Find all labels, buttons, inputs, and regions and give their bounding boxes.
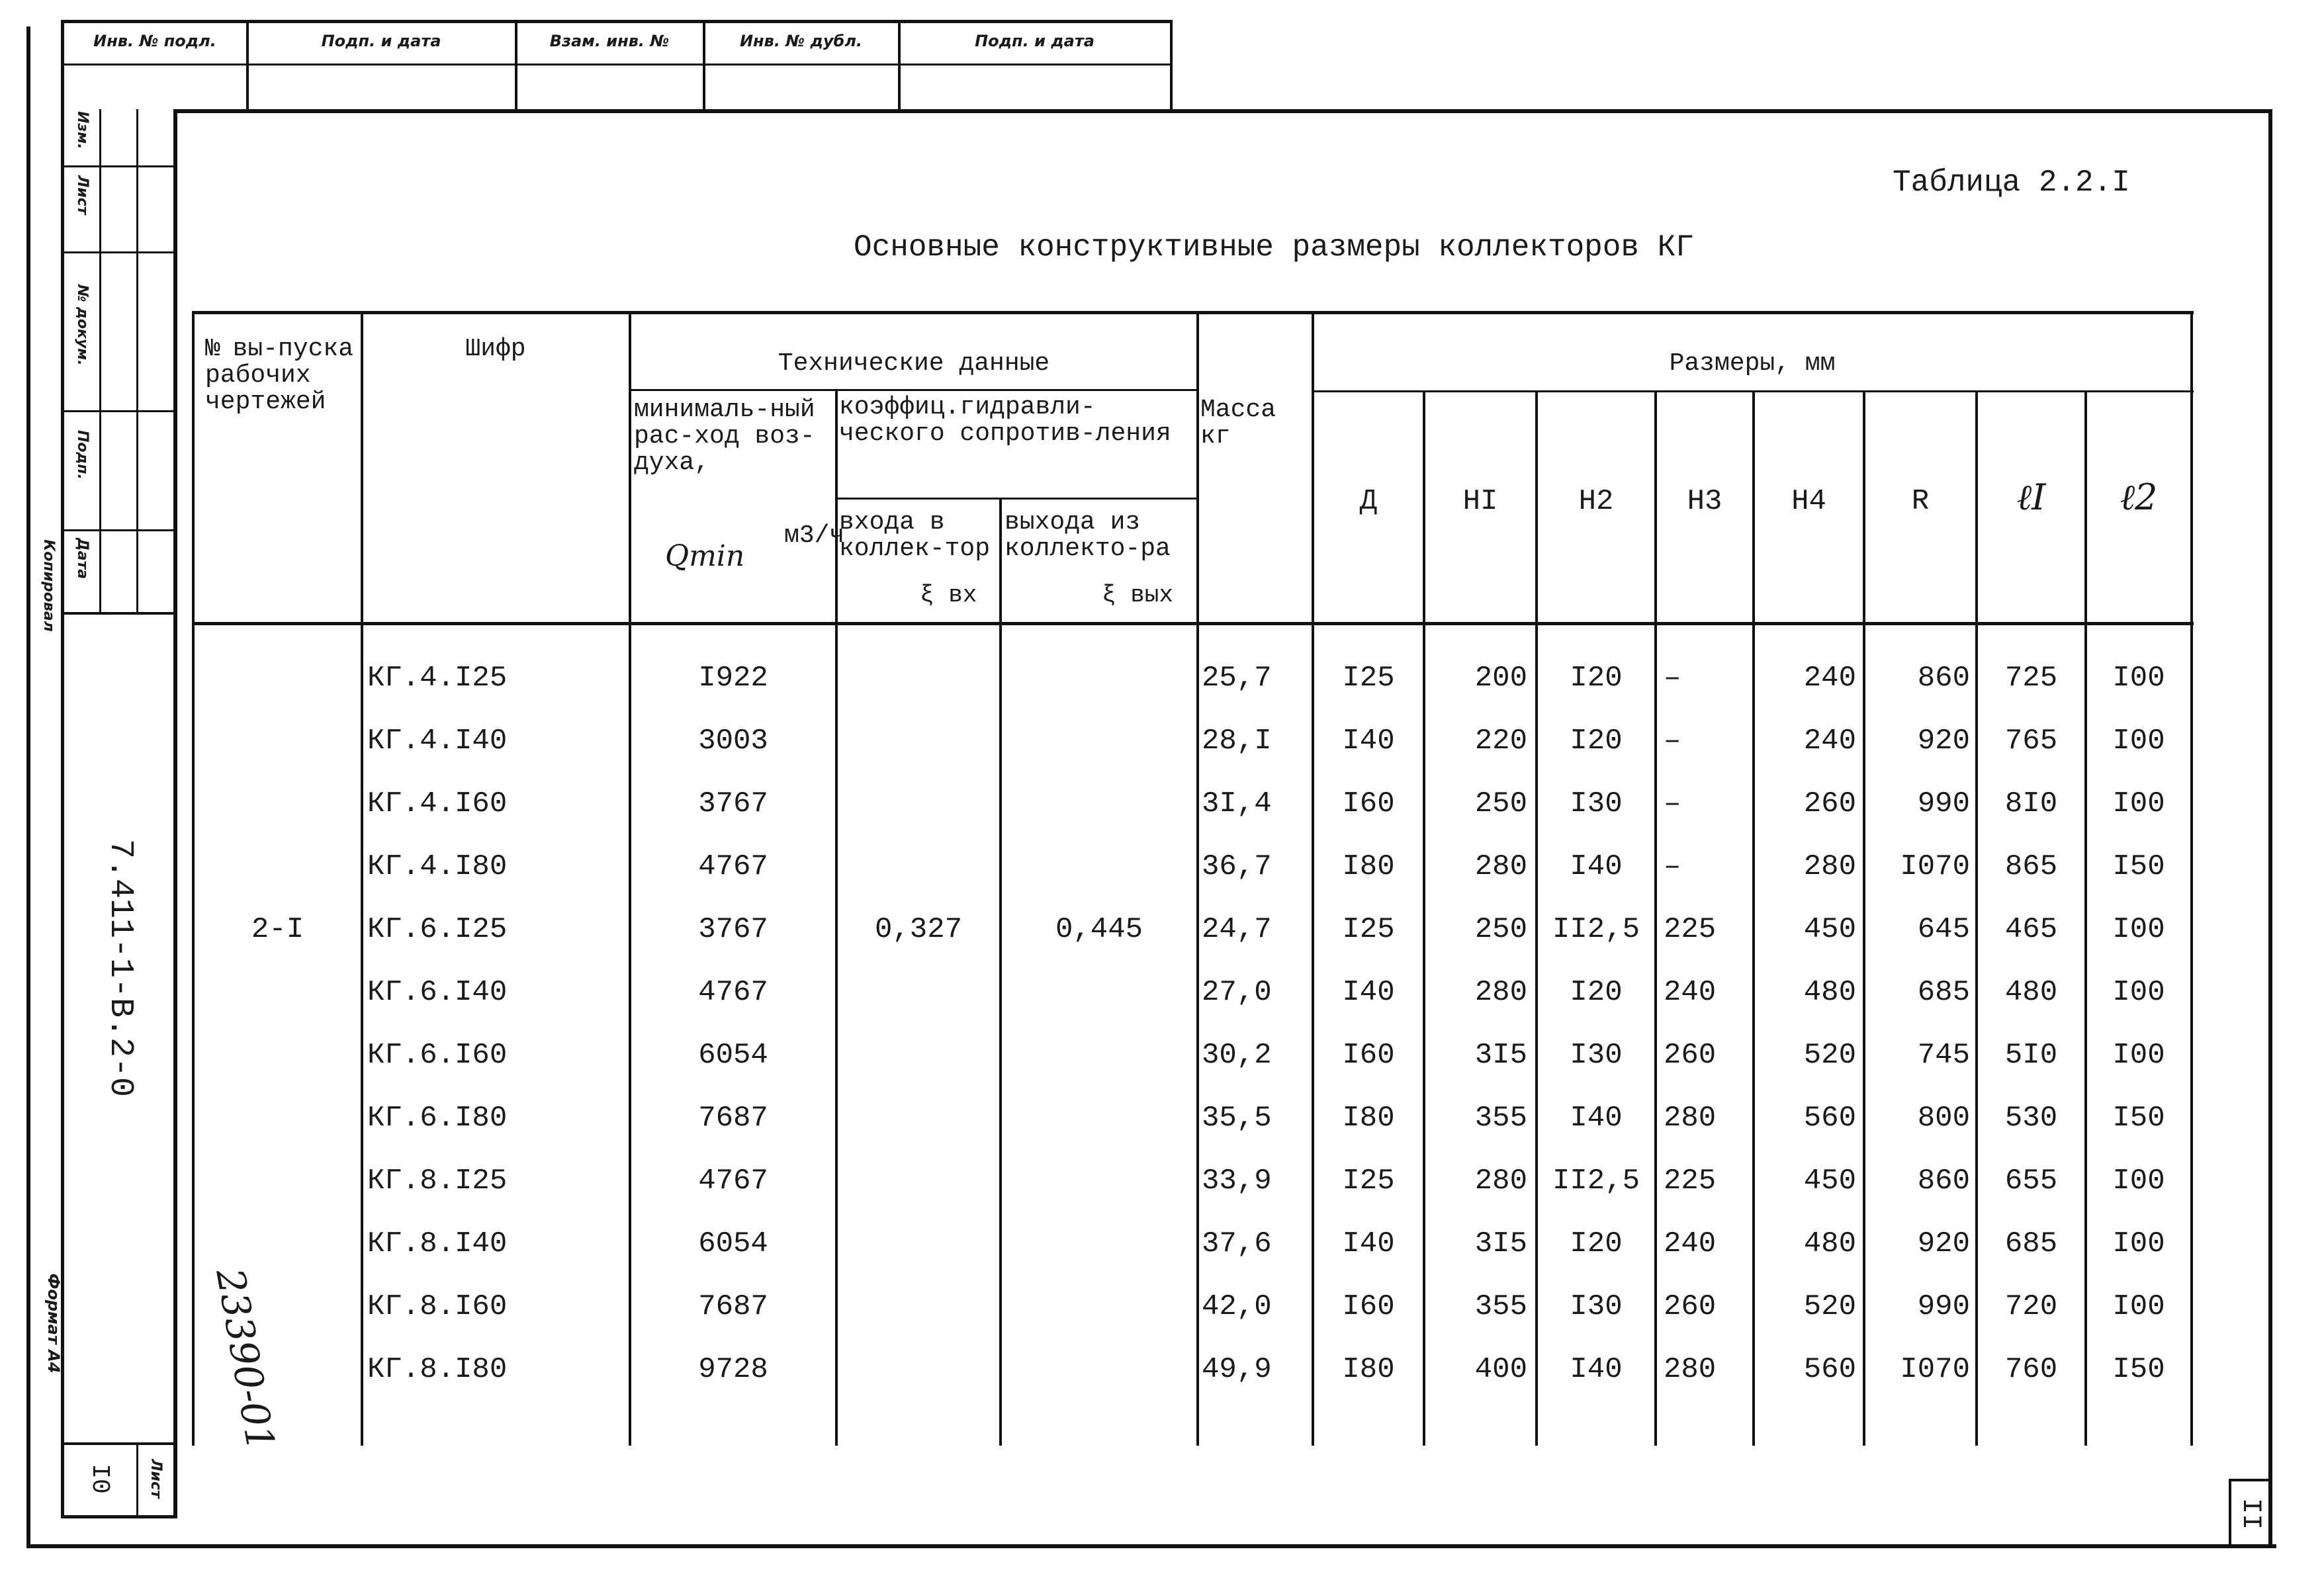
cell-cipher: КГ.4.I80 — [367, 850, 508, 883]
cell-h4: 240 — [1803, 662, 1856, 695]
cell-h1: 280 — [1474, 1164, 1527, 1198]
cell-cipher: КГ.6.I60 — [367, 1039, 508, 1072]
cell-h3: 280 — [1664, 1353, 1717, 1386]
cell-h4: 450 — [1803, 913, 1856, 946]
cell-r: 920 — [1917, 1227, 1970, 1260]
cell-h2: I20 — [1570, 1227, 1623, 1260]
header-r: R — [1911, 485, 1930, 518]
stamp-col-sign-date-1: Подп. и дата — [321, 32, 441, 50]
cell-q: 3767 — [698, 913, 768, 946]
cell-d: I25 — [1342, 662, 1395, 695]
page-title: Основные конструктивные размеры коллекторов КГ — [854, 230, 1694, 265]
stamp-col-sheet: Лист — [74, 175, 91, 215]
cell-h2: I30 — [1570, 1039, 1623, 1072]
cell-cipher: КГ.8.I25 — [367, 1164, 508, 1198]
cell-cipher: КГ.8.I60 — [367, 1290, 508, 1323]
format-label: Формат А4 — [44, 1273, 63, 1374]
header-outlet: выхода из коллекто-ра — [1005, 508, 1171, 563]
cell-h1: 250 — [1474, 913, 1527, 946]
table-caption: Таблица 2.2.I — [1893, 165, 2130, 200]
cell-h1: 3I5 — [1474, 1039, 1527, 1072]
cell-l2: I00 — [2112, 913, 2165, 946]
cell-h1: 3I5 — [1474, 1227, 1527, 1260]
header-h2: H2 — [1578, 485, 1614, 518]
cell-q: 9728 — [698, 1353, 768, 1386]
cell-d: I40 — [1342, 724, 1395, 758]
cell-h4: 480 — [1803, 1227, 1856, 1260]
stamp-col-replace-inv: Взам. инв. № — [549, 32, 670, 50]
cell-h4: 480 — [1803, 976, 1856, 1009]
cell-l1: 8I0 — [2004, 787, 2058, 820]
cell-h1: 400 — [1474, 1353, 1527, 1386]
cell-h3: – — [1664, 724, 1681, 758]
header-d: Д — [1359, 485, 1378, 518]
cell-h2: I30 — [1570, 787, 1623, 820]
cell-l2: I00 — [2112, 1164, 2165, 1198]
cell-h1: 280 — [1474, 850, 1527, 883]
cell-h2: I40 — [1570, 1353, 1623, 1386]
cell-d: I40 — [1342, 1227, 1395, 1260]
cell-d: I80 — [1342, 1102, 1395, 1135]
header-inlet-symbol: ξ вх — [920, 582, 977, 609]
cell-r: 860 — [1917, 1164, 1970, 1198]
header-min-flow-unit: м3/ч — [784, 521, 845, 550]
cell-l2: I00 — [2112, 1227, 2165, 1260]
cell-l1: 720 — [2004, 1290, 2058, 1323]
cell-l1: 765 — [2004, 724, 2058, 758]
cell-d: I60 — [1342, 787, 1395, 820]
cell-mass: 36,7 — [1202, 850, 1272, 883]
cell-d: I25 — [1342, 1164, 1395, 1198]
cell-h2: I30 — [1570, 1290, 1623, 1323]
cell-q: 6054 — [698, 1227, 768, 1260]
cell-q: 4767 — [698, 1164, 768, 1198]
cell-h3: 260 — [1664, 1290, 1717, 1323]
cell-l2: I00 — [2112, 724, 2165, 758]
cell-l2: I00 — [2112, 976, 2165, 1009]
cell-q: 6054 — [698, 1039, 768, 1072]
cell-mass: 28,I — [1202, 724, 1272, 758]
header-q-symbol: Qmin — [665, 539, 745, 573]
stamp-col-date: Дата — [74, 538, 91, 580]
cell-mass: 33,9 — [1202, 1164, 1272, 1198]
cell-h1: 200 — [1474, 662, 1527, 695]
cell-r: 745 — [1917, 1039, 1970, 1072]
stamp-col-sign: Подп. — [74, 430, 91, 480]
cell-mass: 25,7 — [1202, 662, 1272, 695]
cell-l2: I50 — [2112, 850, 2165, 883]
header-l2: ℓ2 — [2120, 476, 2158, 518]
cell-h3: – — [1664, 850, 1681, 883]
cell-q: 3767 — [698, 787, 768, 820]
header-mass: Масса кг — [1200, 396, 1276, 451]
cell-r: 860 — [1917, 662, 1970, 695]
copied-label: Копировал — [40, 539, 57, 632]
cell-mass: 3I,4 — [1202, 787, 1272, 820]
header-h4: H4 — [1791, 485, 1826, 518]
cell-l1: 685 — [2004, 1227, 2058, 1260]
header-min-flow: минималь-ный рас-ход воз-духа, — [634, 396, 815, 477]
cell-h4: 560 — [1803, 1353, 1856, 1386]
cell-h3: 240 — [1664, 976, 1717, 1009]
cell-h1: 220 — [1474, 724, 1527, 758]
stamp-col-sign-date-2: Подп. и дата — [975, 32, 1095, 50]
sheet-label: Лист — [148, 1459, 164, 1499]
cell-cipher: КГ.6.I40 — [367, 976, 508, 1009]
cell-l1: 5I0 — [2004, 1039, 2058, 1072]
cell-h4: 520 — [1803, 1039, 1856, 1072]
cell-q: 7687 — [698, 1102, 768, 1135]
stamp-col-change: Изм. — [74, 111, 91, 150]
cell-cipher: КГ.4.I60 — [367, 787, 508, 820]
cell-r: 800 — [1917, 1102, 1970, 1135]
cell-r: 990 — [1917, 787, 1970, 820]
cell-h3: 225 — [1664, 913, 1717, 946]
cell-h2: I40 — [1570, 1102, 1623, 1135]
inlet-coef-value: 0,327 — [874, 913, 963, 946]
cell-cipher: КГ.8.I40 — [367, 1227, 508, 1260]
cell-h2: II2,5 — [1552, 913, 1640, 946]
cell-h2: I20 — [1570, 976, 1623, 1009]
cell-cipher: КГ.8.I80 — [367, 1353, 508, 1386]
header-cipher: Шифр — [465, 335, 526, 363]
header-tech-data: Технические данные — [778, 349, 1050, 378]
cell-q: 4767 — [698, 850, 768, 883]
cell-h3: 260 — [1664, 1039, 1717, 1072]
cell-d: I25 — [1342, 913, 1395, 946]
cell-r: I070 — [1900, 850, 1970, 883]
sheet-number: I0 — [85, 1464, 114, 1494]
cell-cipher: КГ.4.I25 — [367, 662, 508, 695]
cell-r: I070 — [1900, 1353, 1970, 1386]
header-h3: H3 — [1687, 485, 1722, 518]
cell-d: I80 — [1342, 1353, 1395, 1386]
issue-value: 2-I — [251, 913, 304, 946]
cell-h4: 260 — [1803, 787, 1856, 820]
cell-h2: I40 — [1570, 850, 1623, 883]
cell-h4: 240 — [1803, 724, 1856, 758]
cell-h4: 520 — [1803, 1290, 1856, 1323]
cell-q: 4767 — [698, 976, 768, 1009]
cell-l1: 655 — [2004, 1164, 2058, 1198]
cell-cipher: КГ.4.I40 — [367, 724, 508, 758]
page-number: II — [2235, 1497, 2265, 1530]
cell-h3: 225 — [1664, 1164, 1717, 1198]
document-code: 7.411-1-В.2-0 — [101, 838, 139, 1098]
cell-cipher: КГ.6.I25 — [367, 913, 508, 946]
cell-h3: – — [1664, 787, 1681, 820]
header-l1: ℓI — [2016, 476, 2046, 518]
cell-l2: I50 — [2112, 1102, 2165, 1135]
stamp-col-doc-no: № докум. — [74, 285, 91, 366]
cell-d: I60 — [1342, 1039, 1395, 1072]
cell-d: I40 — [1342, 976, 1395, 1009]
cell-h3: 240 — [1664, 1227, 1717, 1260]
cell-h1: 355 — [1474, 1102, 1527, 1135]
cell-r: 685 — [1917, 976, 1970, 1009]
cell-l2: I50 — [2112, 1353, 2165, 1386]
cell-h2: I20 — [1570, 662, 1623, 695]
cell-r: 990 — [1917, 1290, 1970, 1323]
cell-mass: 24,7 — [1202, 913, 1272, 946]
cell-mass: 27,0 — [1202, 976, 1272, 1009]
cell-q: 3003 — [698, 724, 768, 758]
header-sizes: Размеры, мм — [1669, 349, 1836, 378]
cell-h4: 450 — [1803, 1164, 1856, 1198]
cell-h3: 280 — [1664, 1102, 1717, 1135]
cell-h2: I20 — [1570, 724, 1623, 758]
header-issue: № вы-пуска рабочих чертежей — [205, 335, 354, 416]
cell-l1: 865 — [2004, 850, 2058, 883]
header-outlet-symbol: ξ вых — [1102, 582, 1174, 609]
cell-mass: 42,0 — [1202, 1290, 1272, 1323]
cell-l1: 530 — [2004, 1102, 2058, 1135]
cell-mass: 49,9 — [1202, 1353, 1272, 1386]
cell-h1: 280 — [1474, 976, 1527, 1009]
handwritten-number: 23390-01 — [207, 1265, 284, 1454]
cell-h2: II2,5 — [1552, 1164, 1640, 1198]
cell-q: I922 — [698, 662, 768, 695]
stamp-col-inv-dup: Инв. № дубл. — [739, 32, 863, 50]
cell-l1: 760 — [2004, 1353, 2058, 1386]
cell-cipher: КГ.6.I80 — [367, 1102, 508, 1135]
outlet-coef-value: 0,445 — [1055, 913, 1143, 946]
cell-d: I60 — [1342, 1290, 1395, 1323]
cell-h1: 355 — [1474, 1290, 1527, 1323]
cell-l1: 725 — [2004, 662, 2058, 695]
cell-r: 645 — [1917, 913, 1970, 946]
cell-r: 920 — [1917, 724, 1970, 758]
cell-l2: I00 — [2112, 1039, 2165, 1072]
cell-mass: 35,5 — [1202, 1102, 1272, 1135]
cell-h1: 250 — [1474, 787, 1527, 820]
header-coef: коэффиц.гидравли-ческого сопротив-ления — [839, 393, 1171, 448]
cell-mass: 30,2 — [1202, 1039, 1272, 1072]
cell-d: I80 — [1342, 850, 1395, 883]
stamp-col-inv-orig: Инв. № подл. — [93, 32, 216, 50]
cell-l1: 480 — [2004, 976, 2058, 1009]
cell-l2: I00 — [2112, 1290, 2165, 1323]
cell-h4: 560 — [1803, 1102, 1856, 1135]
cell-l1: 465 — [2004, 913, 2058, 946]
cell-mass: 37,6 — [1202, 1227, 1272, 1260]
cell-l2: I00 — [2112, 787, 2165, 820]
header-h1: HI — [1462, 485, 1498, 518]
header-inlet: входа в коллек-тор — [839, 508, 991, 563]
cell-q: 7687 — [698, 1290, 768, 1323]
cell-h4: 280 — [1803, 850, 1856, 883]
cell-h3: – — [1664, 662, 1681, 695]
cell-l2: I00 — [2112, 662, 2165, 695]
